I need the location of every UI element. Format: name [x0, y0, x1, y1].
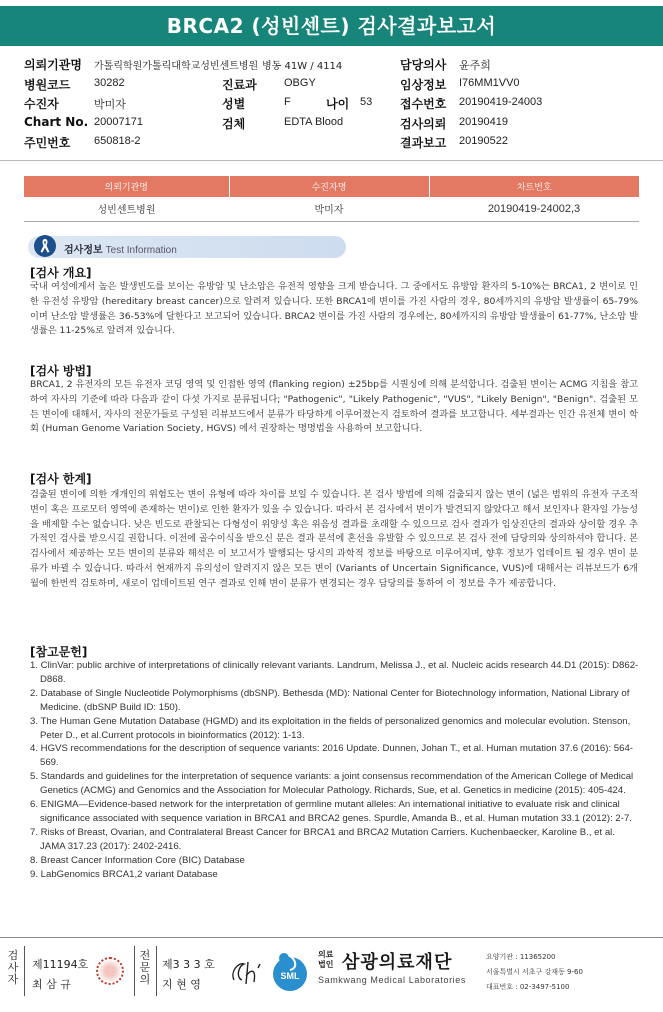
- label-chart-no: Chart No.: [24, 115, 89, 129]
- ribbon-icon: [34, 235, 56, 257]
- reference-item: 3. The Human Gene Mutation Database (HGMD) and its exploitation in the fields of personalized genomics and molecular evolution. Stenson, Peter D., et al.Current protocols in bioinformatics (2012): 1-13.: [30, 715, 631, 741]
- logo-name: 삼광의료재단: [342, 952, 453, 973]
- tester-divider: [24, 946, 25, 996]
- references-list: [30, 659, 642, 882]
- references-title: [참고문헌]: [30, 645, 88, 659]
- report-title: BRCA2 (성빈센트) 검사결과보고서: [0, 6, 663, 46]
- tester-name: 최 삼 규: [32, 978, 71, 991]
- value-hospital-code: 30282: [94, 77, 125, 89]
- test-info-label-en: Test Information: [105, 245, 177, 256]
- label-age: 나이: [326, 97, 350, 111]
- header-divider: [0, 160, 663, 161]
- tester-license: 제11194호: [32, 958, 89, 971]
- label-report-date: 결과보고: [400, 136, 447, 150]
- test-info-label: [64, 241, 177, 256]
- value-chart-no: 20007171: [94, 116, 143, 128]
- value-requester: 가톨릭학원가톨릭대학교성빈센트병원: [94, 61, 259, 72]
- specialist-divider: [156, 946, 157, 996]
- signature: [228, 954, 268, 990]
- reference-item: 7. Risks of Breast, Ovarian, and Contralateral Breast Cancer for BRCA1 and BRCA2 Mutation Carriers. Kuchenbaecker, Karoline B., et al. JAMA 317.23 (2017): 2402-2416.: [30, 826, 615, 852]
- sml-logo-icon: [270, 950, 310, 994]
- value-patient: 박미자: [94, 98, 126, 111]
- label-patient: 수진자: [24, 97, 59, 111]
- logo-legal-label: 의료 법인: [318, 950, 334, 969]
- label-clinical-info: 임상정보: [400, 78, 447, 92]
- reference-item: 2. Database of Single Nucleotide Polymorphisms (dbSNP). Bethesda (MD): National Center for Biotechnology information, National Library of Medicine. (dbSNP Build ID: 150).: [30, 687, 630, 713]
- specialist-label: 전 문 의: [139, 949, 151, 986]
- specialist-divider-left: [134, 946, 135, 996]
- value-receipt-no: 20190419-24003: [459, 96, 543, 108]
- reference-item: 5. Standards and guidelines for the interpretation of sequence variants: a joint consensus recommendation of the American College of Medical Genetics (ACMG) and Genomics and the Association for Molecular Pathology. Richards, Sue, et al. Genetics in medicine (2015): 405-424.: [30, 771, 634, 797]
- label-doctor: 담당의사: [400, 58, 447, 72]
- contact-code: 요양기관 : 11365200: [486, 953, 556, 961]
- limits-title: [검사 한계]: [30, 472, 92, 486]
- footer-divider: [0, 937, 663, 938]
- reference-item: 9. LabGenomics BRCA1,2 variant Database: [30, 868, 218, 880]
- label-specimen: 검체: [222, 117, 246, 131]
- contact-address: 서울특별시 서초구 강재동 9-60: [486, 968, 583, 976]
- method-text: BRCA1, 2 유전자의 모든 유전자 코딩 영역 및 인접한 영역 (flanking region) ±25bp를 시퀀싱에 의해 분석합니다. 검출된 변이는 ACMG 지침을 참고하여 자사의 기준에 따라 다음과 같이 다섯 가지로 분류됩니다; "Pathogenic", "Likely Pathogenic", "VUS", "Likely Benign", "Benign". 검출된 모든 변이에 대해서, 자사의 전문가들로 구성된 리뷰보드에서 분류가 타당하게 이루어졌는지 검토하여 결과를 보고합니다. 세부결과는 인간 유전체 변이 학회 (Human Genome Variation Society, HGVS) 에서 권장하는 명명법을 사용하여 보고합니다.: [30, 379, 638, 435]
- label-request-date: 검사의뢰: [400, 117, 447, 131]
- col-header-chart: 차트번호: [429, 176, 639, 197]
- cell-patient: 박미자: [229, 197, 429, 221]
- cell-requester: 성빈센트병원: [24, 197, 229, 221]
- value-specimen: EDTA Blood: [284, 116, 344, 128]
- logo-english-name: Samkwang Medical Laboratories: [318, 975, 466, 985]
- contact-phone: 대표번호 : 02-3497-5100: [486, 983, 570, 991]
- value-sex: F: [284, 96, 291, 108]
- specialist-license: 제3 3 3 호: [162, 958, 215, 971]
- col-header-patient: 수진자명: [229, 176, 429, 197]
- label-receipt-no: 접수번호: [400, 97, 447, 111]
- value-report-date: 20190522: [459, 135, 508, 147]
- label-sex: 성별: [222, 97, 246, 111]
- patient-table-row: [24, 197, 639, 221]
- value-department: OBGY: [284, 77, 316, 89]
- tester-label: 검 사 자: [7, 949, 19, 986]
- label-resident-no: 주민번호: [24, 136, 71, 150]
- label-requester: 의뢰기관명: [24, 58, 82, 72]
- value-resident-no: 650818-2: [94, 135, 141, 147]
- value-request-date: 20190419: [459, 116, 508, 128]
- reference-item: 6. ENIGMA—Evidence-based network for the interpretation of germline mutant alleles: An international initiative to evaluate risk and clinical significance associated with sequence variation in BRCA1 and BRCA2 genes. Spurdle, Amanda B., et al. Human mutation 33.1 (2012): 2-7.: [30, 799, 632, 824]
- method-title: [검사 방법]: [30, 364, 92, 378]
- specialist-name: 지 현 영: [162, 978, 201, 991]
- value-age: 53: [360, 96, 373, 108]
- header-info: [0, 52, 663, 162]
- overview-title: [검사 개요]: [30, 266, 92, 280]
- col-header-requester: 의뢰기관명: [24, 176, 229, 197]
- reference-item: 4. HGVS recommendations for the description of sequence variants: 2016 Update. Dunnen, Johan T., et al. Human mutation 37.6 (2016): 564-569.: [30, 743, 633, 769]
- overview-text: 국내 여성에게서 높은 발생빈도를 보이는 유방암 및 난소암은 유전적 영향을 크게 받습니다. 그 중에서도 유방암 환자의 5-10%는 BRCA1, 2 변이로 인한 유전성 유방암 (hereditary breast cancer)으로 알려져 있습니다. 또한 BRCA1에 변이를 가진 사람의 경우, 80세까지의 유방암 발생률이 65-79% 이며 난소암 발생률은 36-53%에 달한다고 보고되어 있습니다. BRCA2 변이를 가진 사람의 경우에는, 80세까지의 유방암 발생률이 61-77%, 난소암 발생률은 11-25%로 알려져 있습니다.: [30, 281, 638, 337]
- test-info-label-ko: 검사정보: [64, 245, 103, 256]
- seal-stamp: [96, 957, 124, 985]
- patient-table-header: [24, 176, 639, 197]
- label-department: 진료과: [222, 78, 257, 92]
- value-doctor: 윤주희: [459, 59, 491, 72]
- reference-item: 8. Breast Cancer Information Core (BIC) Database: [30, 854, 245, 866]
- label-hospital-code: 병원코드: [24, 78, 71, 92]
- value-ward: 병동 41W / 4114: [262, 61, 343, 72]
- reference-item: 1. ClinVar: public archive of interpretations of clinically relevant variants. Landrum, Melissa J., et al. Nucleic acids research 44.D1 (2015): D862-D868.: [30, 660, 639, 685]
- limits-text: 검출된 변이에 의한 개개인의 위험도는 변이 유형에 따라 차이를 보일 수 있습니다. 본 검사 방법에 의해 검출되지 않는 변이 (넓은 범위의 유전자 구조적 변이 혹은 프로모터 영역에 존재하는 변이)로 인한 환자가 있을 수 있습니다. 따라서 본 검사에서 변이가 발견되지 않았다고 해서 보인자나 환자일 가능성을 배제할 수는 없습니다. 낮은 빈도로 관찰되는 다형성이 위양성 혹은 위음성 결과를 초래할 수 있으므로 검사 결과가 임상진단의 결과와 상이할 경우 추가적인 검사를 받으시길 권합니다. 이전에 골수이식을 받으신 분은 결과 분석에 혼선을 유발할 수 있으므로 본 검사 전에 담당의와 상의하셔야 합니다. 본 검사에서 제공하는 모든 변이의 분류와 해석은 이 보고서가 발행되는 당시의 과학적 정보를 바탕으로 이루어지며, 향후 정보가 업데이트 될 경우 변이 분류가 바뀔 수 있습니다. 따라서 현재까지 유의성이 알려지지 않은 모든 변이 (Variants of Uncertain Significance, VUS)에 대해서는 리뷰보드가 6개월에 한번씩 검토하며, 새로이 업데이트된 연구 결과로 인해 변이 분류가 변경되는 경우 담당의를 통하여 이 정보를 추가 제공합니다.: [30, 489, 638, 589]
- cell-chart: 20190419-24002,3: [429, 197, 639, 221]
- value-clinical-info: I76MM1VV0: [459, 77, 520, 89]
- patient-table: [24, 176, 639, 222]
- svg-text:SML: SML: [280, 971, 300, 981]
